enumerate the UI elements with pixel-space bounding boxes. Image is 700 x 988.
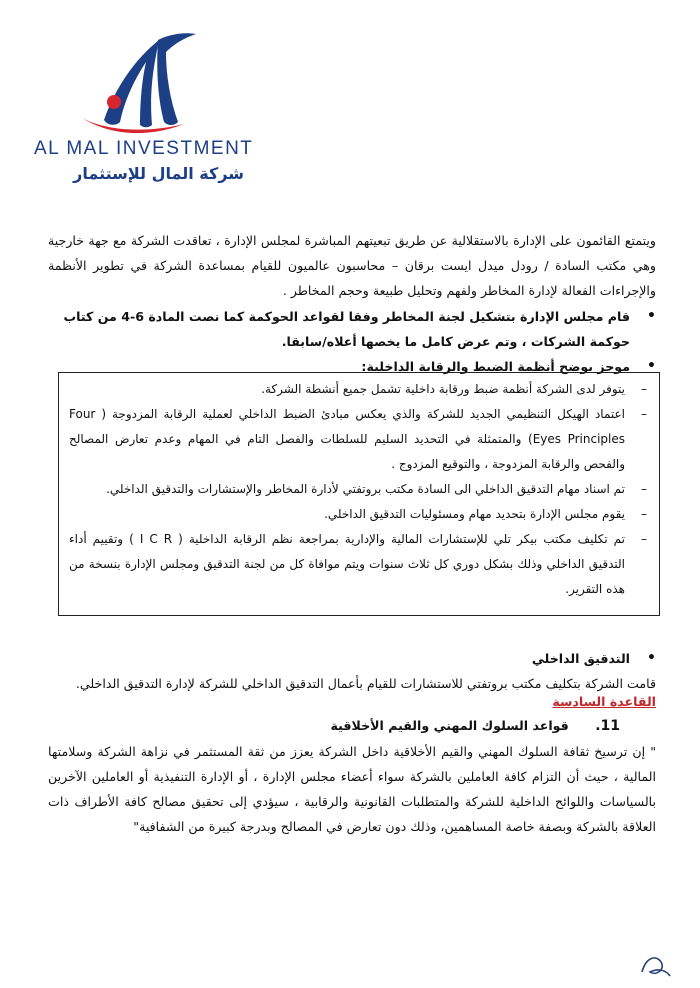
dash-icon: – [641,407,647,421]
rule-heading-text: قواعد السلوك المهني والقيم الأخلاقية [330,718,569,733]
logo-mark-icon [74,30,204,140]
signature-icon [636,950,676,980]
box-item [69,402,647,477]
box-item-text: تم اسناد مهام التدقيق الداخلي الى السادة مكتب بروتفتي لأدارة المخاطر والإستشارات والتدقيق الداخلي. [106,482,625,496]
internal-audit-title: التدقيق الداخلي [531,651,630,666]
box-item [69,477,647,502]
internal-audit-heading [48,646,656,671]
rule-six-paragraph: " إن ترسيخ ثقافة السلوك المهني والقيم الأخلاقية داخل الشركة يعزز من ثقة المستثمر في نزاهة الشركة وسلامتها المالية ، حيث أن التزام كافة العاملين بالشركة سواء أعضاء مجلس الإدارة ، أو الإدارة التنفيذية أو العاملين الآخرين بالسياسات واللوائح الداخلية للشركة والمتطلبات القانونية والرقابية ، سيؤدي إلى تحقيق مصالح كافة الأطراف ذات العلاقة بالشركة وبصفة خاصة المساهمين، وذلك دون تعارض في المصالح وبدرجة كبيرة من الشفافية" [48,744,656,834]
dash-icon: – [641,382,647,396]
box-item-text: يتوفر لدى الشركة أنظمة ضبط ورقابة داخلية تشمل جميع أنشطة الشركة. [261,382,625,396]
company-logo [34,30,254,190]
dash-icon: – [641,532,647,546]
box-item [69,527,647,602]
bullet-list [48,304,656,379]
internal-audit-text: قامت الشركة بتكليف مكتب بروتفتي للاستشارات للقيام بأعمال التدقيق الداخلي للشركة لإدارة التدقيق الداخلي. [75,676,656,691]
rule-six-section [48,694,656,839]
controls-box [58,372,660,616]
rule-eleven-heading [48,713,656,739]
dash-icon: – [641,507,647,521]
bullet-text: قام مجلس الإدارة بتشكيل لجنة المخاطر وفقا لقواعد الحوكمة كما نصت المادة 6-4 من كتاب حوكمة الشركات ، وتم عرض كامل ما يخصها أعلاه/سابقا. [63,309,630,349]
rule-number: 11. [595,718,620,734]
intro-paragraph: ويتمتع القائمون على الإدارة بالاستقلالية عن طريق تبعيتهم المباشرة لمجلس الإدارة ، تعاقدت الشركة مع جهة خارجية وهي مكتب السادة / رودل ميدل ايست برقان – محاسبون عالميون للقيام بمساعدة الشركة في تطوير الأنظمة والإجراءات الفعالة لإدارة المخاطر ولفهم وتحليل طبيعة وحجم المخاطر . [48,233,656,298]
internal-audit-section [48,646,656,696]
box-item-text: يقوم مجلس الإدارة بتحديد مهام ومسئوليات التدقيق الداخلي. [324,507,625,521]
box-item [69,502,647,527]
bullet-text: موجز يوضح أنظمة الضبط والرقابة الداخلية: [361,359,630,374]
box-item-text: تم تكليف مكتب بيكر تلي للإستشارات المالية والإدارية بمراجعة نظم الرقابة الداخلية ( I C R ) وتقييم أداء التدقيق الداخلي وذلك بشكل دوري كل ثلاث سنوات ويتم موافاة كل من لجنة التدقيق ومجلس الإدارة بنسخة من هذه التقرير. [69,532,625,596]
logo-arabic-text: شركة المال للإستثمار [73,164,244,183]
dash-icon: – [641,482,647,496]
bullet-icon: • [647,358,656,374]
rule-six-title: القاعدة السادسة [552,694,656,709]
intro-section [48,228,656,303]
box-item-text: اعتماد الهيكل التنظيمي الجديد للشركة والذي يعكس مبادئ الضبط الداخلي لعملية الرقابة المزدوجة ( Four Eyes Principles) والمتمثلة في التحديد السليم للسلطات والفصل التام في المهام وعدم تعارض المصالح والفحص والرقابة المزدوجة ، والتوقيع المزدوج . [69,407,625,471]
bullet-icon: • [647,650,656,666]
bullet-icon: • [647,308,656,324]
logo-english-text: AL MAL INVESTMENT [34,138,254,159]
bullet-risk-committee [48,304,656,354]
box-item [69,377,647,402]
